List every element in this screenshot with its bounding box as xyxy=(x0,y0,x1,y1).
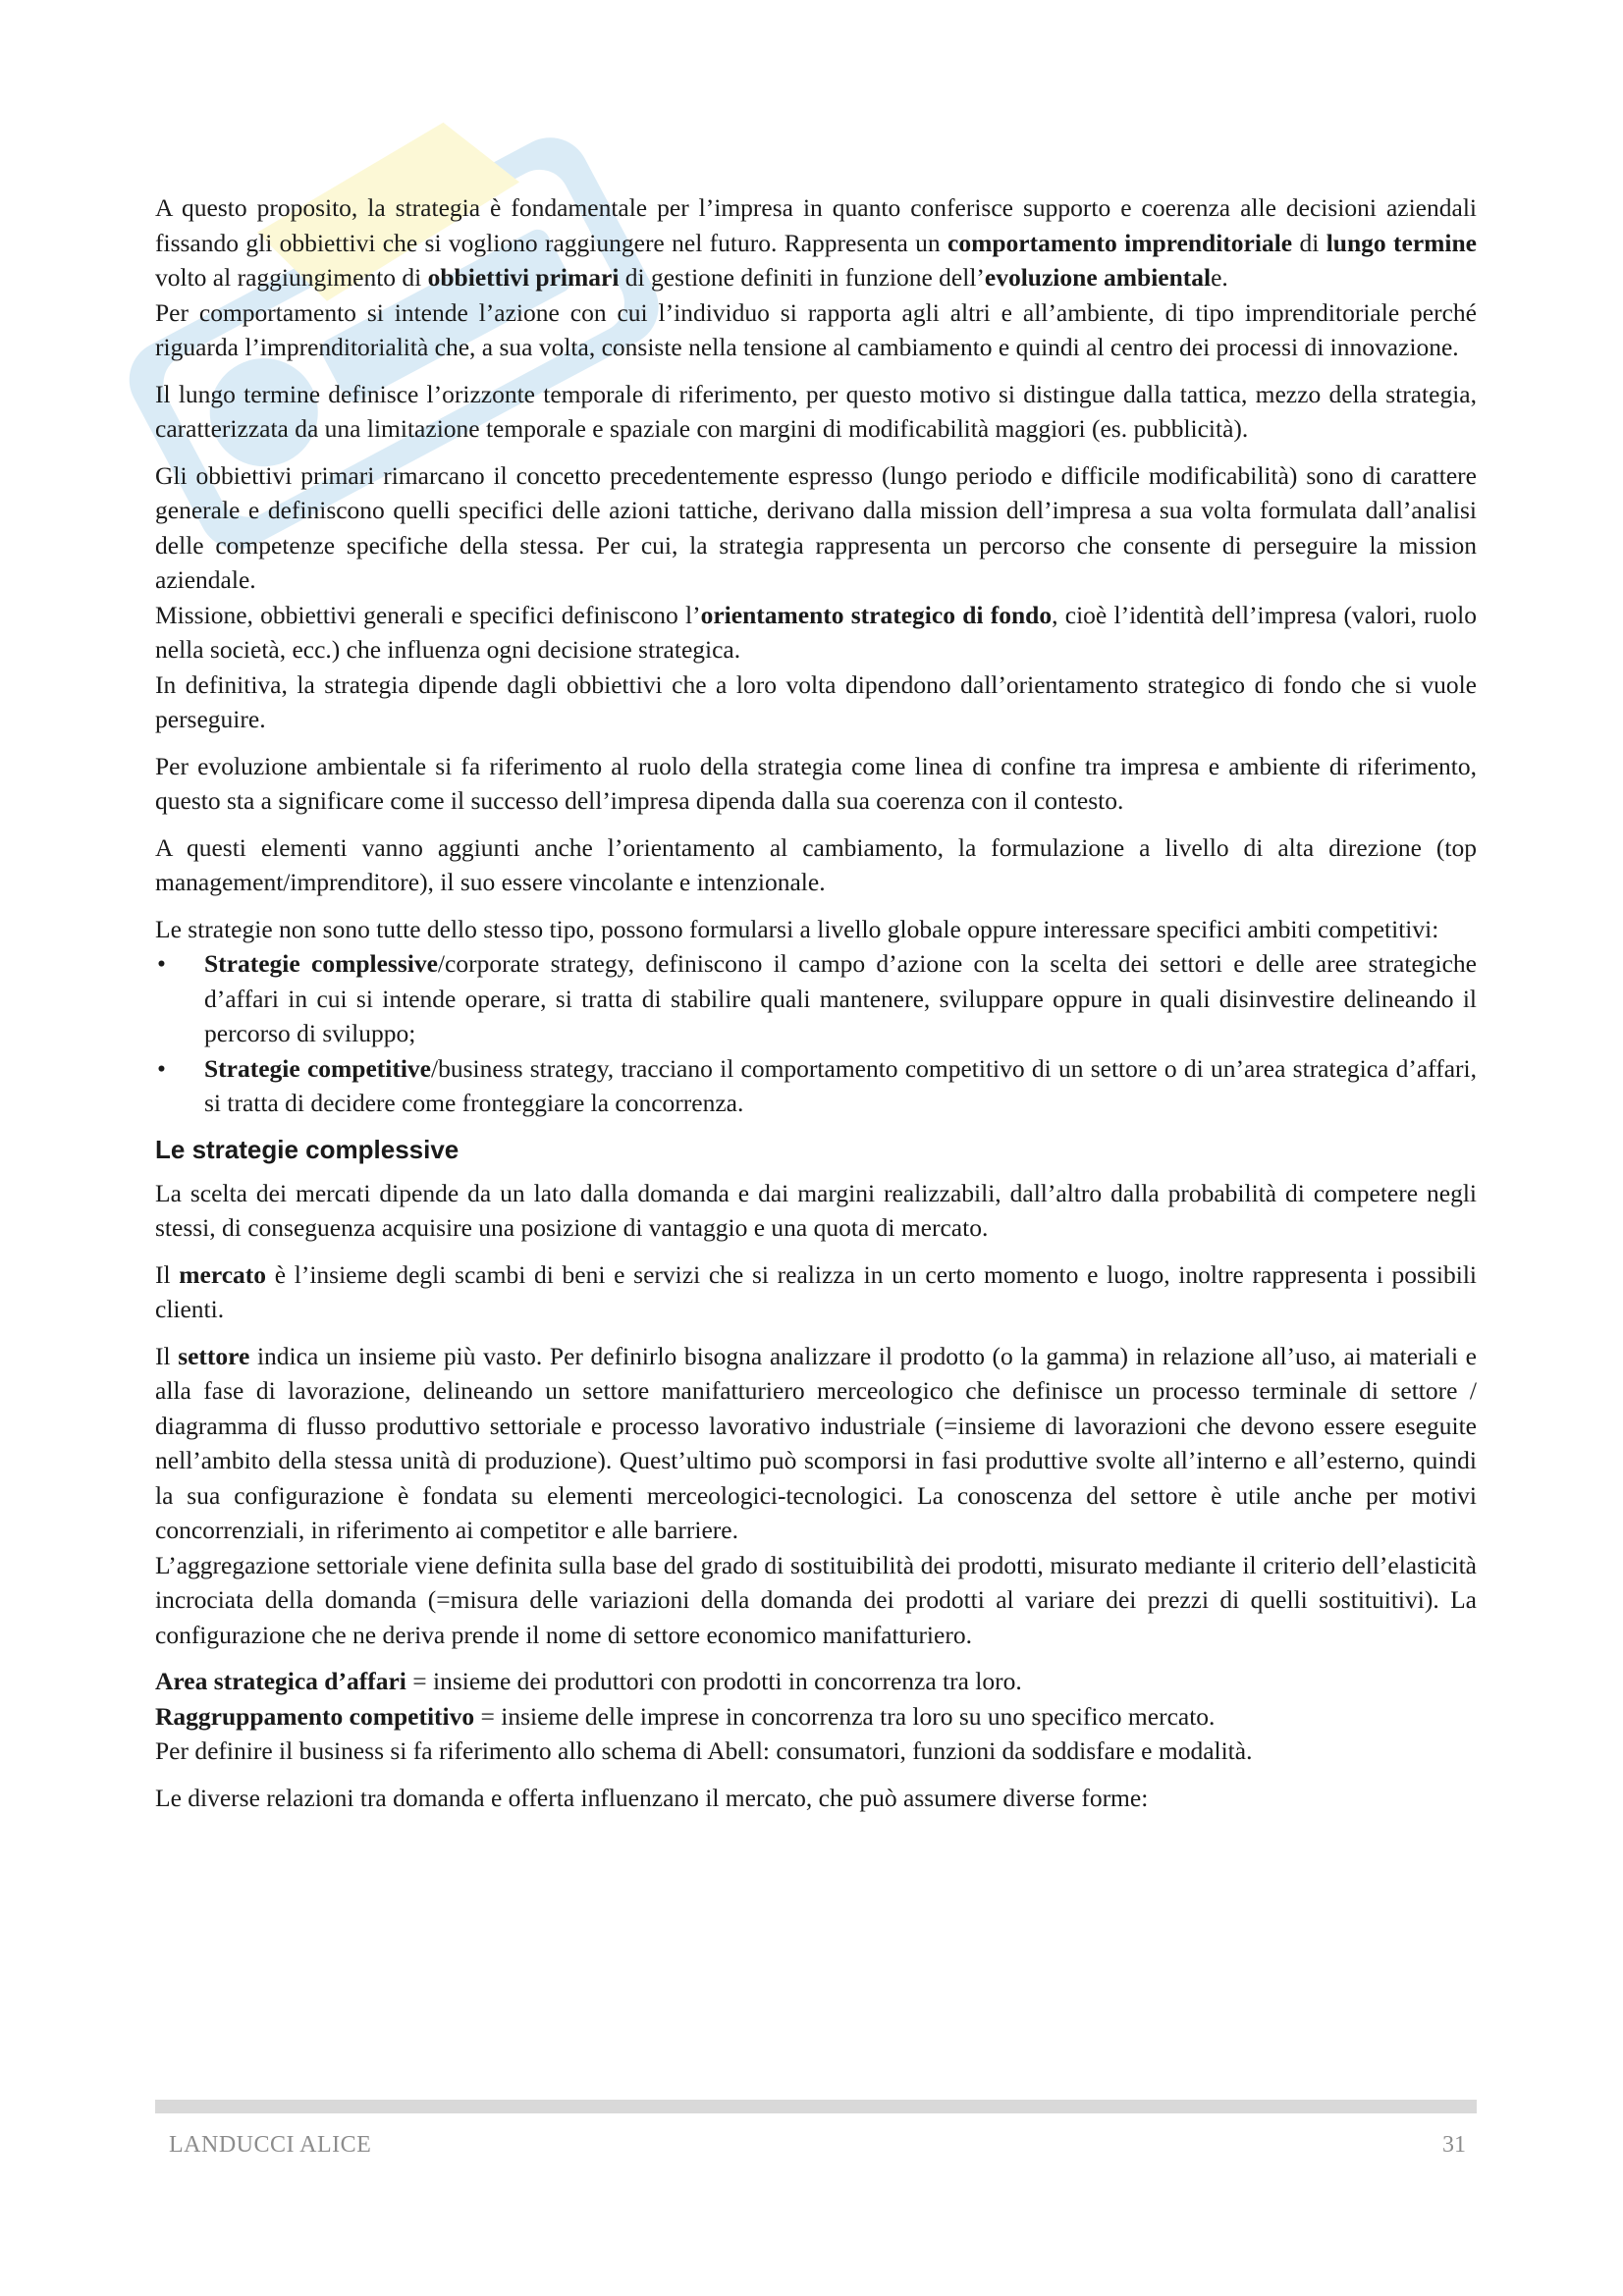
bold-term: comportamento imprenditoriale xyxy=(947,228,1293,257)
paragraph-evoluzione: Per evoluzione ambientale si fa riferimento al ruolo della strategia come linea di confine tra impresa e ambiente di riferimento, questo sta a significare come il successo dell’impresa dipenda dalla sua coerenza con il contesto. xyxy=(155,751,1477,815)
bold-term: obbiettivi primari xyxy=(427,263,620,292)
intro-paragraph: A questo proposito, la strategia è fondamentale per l’impresa in quanto conferisce supporto e coerenza alle decisioni aziendali fissando gli obbiettivi che si vogliono raggiungere nel futuro. Rappresenta un comportamento imprenditoriale di lungo termine volto al raggiungimento di obbiettivi primari di gestione definiti in funzione dell’evoluzione ambientale. xyxy=(155,193,1477,292)
list-item-text: Strategie competitive/business strategy, tracciano il comportamento competitivo di un settore o di un’area strategica d’affari, si tratta di decidere come fronteggiare la concorrenza. xyxy=(204,1053,1477,1117)
bold-term: Strategie competitive xyxy=(204,1053,431,1083)
bold-term: settore xyxy=(178,1341,250,1370)
document-body xyxy=(155,190,1477,1827)
paragraph-mercato: Il mercato è l’insieme degli scambi di beni e servizi che si realizza in un certo momento e luogo, inoltre rappresenta i possibili clienti. xyxy=(155,1259,1477,1323)
bold-term: Area strategica d’affari xyxy=(155,1667,406,1695)
paragraph-missione: Missione, obbiettivi generali e specifici definiscono l’orientamento strategico di fondo, cioè l’identità dell’impresa (valori, ruolo nella società, ecc.) che influenza ogni decisione strategica. xyxy=(155,600,1477,664)
paragraph-definitiva: In definitiva, la strategia dipende dagli obbiettivi che a loro volta dipendono dall’orientamento strategico di fondo che si vuole perseguire. xyxy=(155,669,1477,733)
paragraph-obbiettivi: Gli obbiettivi primari rimarcano il concetto precedentemente espresso (lungo periodo e difficile modificabilità) sono di carattere generale e definiscono quelli specifici delle azioni tattiche, derivano dalla mission dell’impresa a sua volta formulata dall’analisi delle competenze specifiche della stessa. Per cui, la strategia rappresenta un percorso che consente di perseguire la mission aziendale. xyxy=(155,460,1477,594)
paragraph-elementi: A questi elementi vanno aggiunti anche l’orientamento al cambiamento, la formulazione a livello di alta direzione (top management/imprenditore), il suo essere vincolante e intenzionale. xyxy=(155,832,1477,896)
paragraph-relazioni: Le diverse relazioni tra domanda e offerta influenzano il mercato, che può assumere diverse forme: xyxy=(155,1783,1149,1812)
bold-term: Raggruppamento competitivo xyxy=(155,1701,475,1731)
bullet-icon: • xyxy=(157,949,166,978)
bold-term: orientamento strategico di fondo xyxy=(700,600,1053,629)
footer-divider xyxy=(155,2100,1477,2113)
definition-raggruppamento: Raggruppamento competitivo = insieme delle imprese in concorrenza tra loro su uno specifico mercato. xyxy=(155,1701,1216,1731)
page-number: 31 xyxy=(1442,2132,1466,2158)
paragraph-settore: Il settore indica un insieme più vasto. Per definirlo bisogna analizzare il prodotto (o la gamma) in relazione all’uso, ai materiali e alla fase di lavorazione, delineando un settore manifatturiero merceologico che definisce un processo terminale di settore / diagramma di flusso produttivo settoriale e processo lavorativo industriale (=insieme di lavorazioni che devono essere eseguite nell’ambito della stessa unità di produzione). Quest’ultimo può scomporsi in fasi produttive svolte all’interno e all’esterno, quindi la sua configurazione è fondata su elementi merceologici-tecnologici. La conoscenza del settore è utile anche per motivi concorrenziali, in riferimento ai competitor e alle barriere. xyxy=(155,1341,1477,1544)
paragraph-abell: Per definire il business si fa riferimento allo schema di Abell: consumatori, funzioni da soddisfare e modalità. xyxy=(155,1736,1253,1765)
list-item xyxy=(155,1051,1477,1121)
paragraph-comportamento: Per comportamento si intende l’azione con cui l’individuo si rapporta agli altri e all’ambiente, di tipo imprenditoriale perché riguarda l’imprenditorialità che, a sua volta, consiste nella tensione al cambiamento e quindi al centro dei processi di innovazione. xyxy=(155,297,1477,361)
bold-term: evoluzione ambiental xyxy=(984,263,1212,292)
paragraph-tipi-strategie: Le strategie non sono tutte dello stesso tipo, possono formularsi a livello globale oppure interessare specifici ambiti competitivi: xyxy=(155,914,1439,943)
strategy-types-list xyxy=(155,946,1477,1121)
definition-area-strategica: Area strategica d’affari = insieme dei produttori con prodotti in concorrenza tra loro. xyxy=(155,1667,1022,1695)
paragraph-mercati: La scelta dei mercati dipende da un lato dalla domanda e dai margini realizzabili, dall’altro dalla probabilità di competere negli stessi, di conseguenza acquisire una posizione di vantaggio e una quota di mercato. xyxy=(155,1178,1477,1242)
bold-term: Strategie complessive xyxy=(204,949,438,978)
bold-term: lungo termine xyxy=(1325,228,1477,257)
list-item xyxy=(155,946,1477,1051)
bullet-icon: • xyxy=(157,1053,166,1083)
list-item-text: Strategie complessive/corporate strategy, definiscono il campo d’azione con la scelta dei settori e delle aree strategiche d’affari in cui si intende operare, si tratta di stabilire quali mantenere, sviluppare oppure in quali disinvestire delineando il percorso di sviluppo; xyxy=(204,949,1477,1047)
section-heading: Le strategie complessive xyxy=(155,1134,460,1164)
footer-author: LANDUCCI ALICE xyxy=(169,2132,372,2158)
paragraph-lungo-termine: Il lungo termine definisce l’orizzonte temporale di riferimento, per questo motivo si distingue dalla tattica, mezzo della strategia, caratterizzata da una limitazione temporale e spaziale con margini di modificabilità maggiori (es. pubblicità). xyxy=(155,379,1477,443)
bold-term: mercato xyxy=(179,1259,267,1289)
paragraph-aggregazione: L’aggregazione settoriale viene definita sulla base del grado di sostituibilità dei prodotti, misurato mediante il criterio dell’elasticità incrociata della domanda (=misura delle variazioni della domanda dei prodotti al variare dei prezzi di quelli sostituitivi). La configurazione che ne deriva prende il nome di settore economico manifatturiero. xyxy=(155,1550,1477,1649)
